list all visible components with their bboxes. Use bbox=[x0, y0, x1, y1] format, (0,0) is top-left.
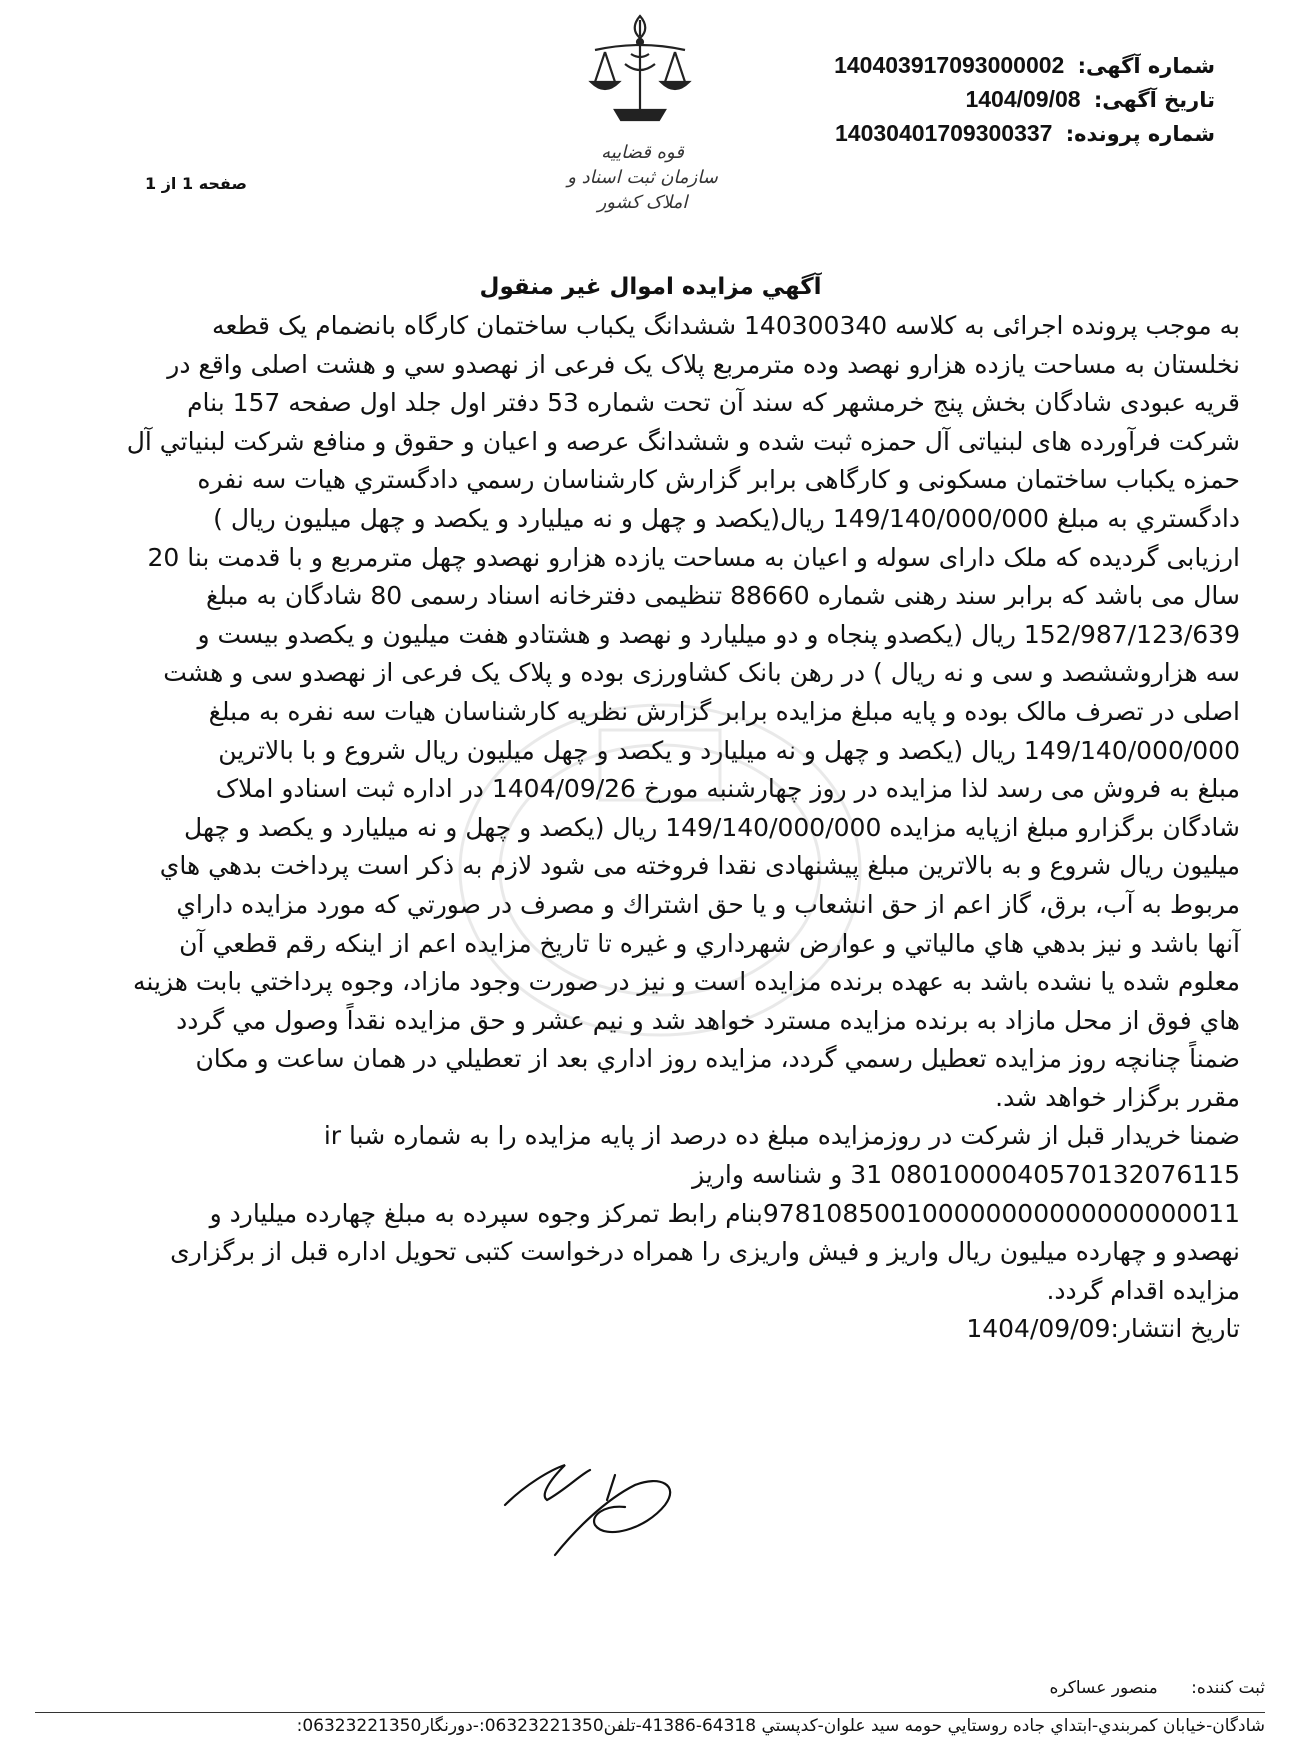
ad-number-label: شماره آگهی: bbox=[1077, 54, 1215, 78]
page-indicator: صفحه 1 از 1 bbox=[145, 174, 247, 193]
body-paragraph-1-line: حمزه یکباب ساختمان مسکونی و کارگاهی برابر گزارش کارشناسان رسمي دادگستري هيات سه نفره bbox=[197, 465, 1240, 495]
notice-title: آگهي مزايده اموال غير منقول bbox=[479, 274, 822, 300]
publication-date-label: تاریخ انتشار: bbox=[1110, 1314, 1240, 1344]
body-paragraph-1-line: به موجب پرونده اجرائی به کلاسه 140300340 ششدانگ یکباب ساختمان کارگاه بانضمام یک قطعه bbox=[212, 311, 1240, 340]
office-address: شادگان-خيابان كمربندي-ابتداي جاده روستايي حومه سيد علوان-كدپستي 64318-41386-تلفن06323221350:-دورنگار06323221350: bbox=[296, 1716, 1265, 1736]
body-paragraph-1-line: مقرر برگزار خواهد شد. bbox=[995, 1082, 1240, 1112]
ad-date-row bbox=[815, 86, 1215, 113]
registrar-name: منصور عساكره bbox=[1049, 1678, 1158, 1698]
body-paragraph-2-line: نهصدو و چهارده میلیون ریال واریز و فیش واریزی را همراه درخواست کتبی تحویل اداره قبل از برگزاری bbox=[170, 1237, 1240, 1267]
body-paragraph-1-line: شرکت فرآورده های لبنیاتی آل حمزه ثبت شده و ششدانگ عرصه و اعیان و حقوق و منافع شرکت لبنياتي آل bbox=[126, 426, 1240, 456]
body-paragraph-1-line: مبلغ به فروش می رسد لذا مزایده در روز چهارشنبه مورخ 1404/09/26 در اداره ثبت اسنادو املاک bbox=[215, 774, 1240, 804]
emblem-caption-line-2: سازمان ثبت اسناد و املاک کشور bbox=[567, 167, 718, 214]
ad-number-value: 140403917093000002 bbox=[834, 52, 1065, 78]
body-paragraph-1-line: آنها باشد و نيز بدهي هاي مالياتي و عوارض شهرداري و غيره تا تاريخ مزايده اعم از اينكه رقم قطعي آن bbox=[179, 928, 1240, 958]
body-paragraph-1-line: قریه عبودی شادگان بخش پنج خرمشهر که سند آن تحت شماره 53 دفتر اول جلد اول صفحه 157 بنام bbox=[187, 388, 1240, 418]
ad-date-label: تاریخ آگهی: bbox=[1093, 88, 1215, 112]
body-paragraph-1-line: ضمناً چنانچه روز مزايده تعطيل رسمي گردد، مزايده روز اداري بعد از تعطيلي در همان ساعت و مكان bbox=[195, 1044, 1240, 1074]
body-paragraph-1-line: هاي فوق از محل مازاد به برنده مزايده مسترد خواهد شد و نيم عشر و حق مزايده نقداً وصول مي گردد bbox=[176, 1005, 1240, 1035]
ad-number-row bbox=[815, 52, 1215, 79]
file-number-label: شماره پرونده: bbox=[1065, 122, 1215, 146]
body-paragraph-1-line: اصلی در تصرف مالک بوده و پایه مبلغ مزایده برابر گزارش نظریه کارشناسان هیات سه نفره به مبلغ bbox=[208, 696, 1240, 726]
emblem-caption bbox=[555, 140, 730, 216]
body-paragraph-1-line: 152/987/123/639 ریال (یکصدو پنجاه و دو میلیارد و نهصد و هشتادو هفت میلیون و یکصدو بیست و bbox=[197, 619, 1240, 649]
publication-date-row bbox=[10, 1310, 1240, 1349]
body-paragraph-2-line: 0801000040570132076115 31 و شناسه واريز bbox=[692, 1160, 1240, 1190]
body-paragraph-1-line: سه هزاروششصد و سی و نه ریال ) در رهن بانک کشاورزی بوده و پلاک یک فرعی از نهصدو سی و هشت bbox=[163, 658, 1240, 688]
registrar-row bbox=[1049, 1678, 1265, 1698]
file-number-value: 14030401709300337 bbox=[834, 120, 1053, 146]
body-paragraph-2-line: مزایده اقدام گردد. bbox=[1046, 1275, 1240, 1305]
body-paragraph-1-line: شادگان برگزارو مبلغ ازپايه مزايده 149/140/000/000 ريال (یکصد و چهل و نه میلیارد و یکصد و چهل bbox=[184, 812, 1240, 842]
signature-icon bbox=[495, 1445, 695, 1565]
file-number-row bbox=[815, 120, 1215, 147]
registrar-label: ثبت کننده: bbox=[1191, 1678, 1265, 1698]
judiciary-emblem-icon bbox=[585, 10, 695, 132]
body-paragraph-1-line: میلیون ریال شروع و به بالاترین مبلغ پیشنهادی نقدا فروخته می شود لازم به ذکر است پرداخت بدهي هاي bbox=[159, 851, 1240, 881]
body-paragraph-1-line: 149/140/000/000 ریال (یکصد و چهل و نه میلیارد و یکصد و چهل میلیون ریال شروع و با بالاترین bbox=[218, 735, 1240, 765]
body-paragraph-1 bbox=[10, 307, 1240, 1117]
body-paragraph-2 bbox=[10, 1117, 1240, 1310]
body-paragraph-1-line: مربوط به آب، برق، گاز اعم از حق انشعاب و يا حق اشتراك و مصرف در صورتي كه مورد مزايده داراي bbox=[176, 889, 1240, 919]
body-paragraph-2-line: ضمنا خریدار قبل از شرکت در روزمزایده مبلغ ده درصد از پایه مزایده را به شماره شبا ir bbox=[323, 1121, 1240, 1151]
body-paragraph-1-line: دادگستري به مبلغ 149/140/000/000 ريال(یکصد و چهل و نه میلیارد و یکصد و چهل میلیون ریال ) bbox=[213, 503, 1240, 533]
ad-date-value: 1404/09/08 bbox=[965, 86, 1081, 112]
body-paragraph-1-line: معلوم شده يا نشده باشد به عهده برنده مزايده است و نيز در صورت وجود مازاد، وجوه پرداختي بابت هزينه bbox=[133, 967, 1240, 997]
body-paragraph-1-line: ارزیابی گردیده که ملک دارای سوله و اعیان به مساحت یازده هزارو نهصدو چهل مترمربع و با قدمت بنا 20 bbox=[147, 542, 1240, 572]
footer-divider bbox=[35, 1712, 1265, 1713]
emblem-caption-line-1: قوه قضاییه bbox=[601, 142, 684, 163]
publication-date-value: 1404/09/09 bbox=[966, 1314, 1111, 1344]
body-paragraph-2-line: 978108500100000000000000000011بنام رابط تمرکز وجوه سپرده به مبلغ چهارده میلیارد و bbox=[209, 1198, 1240, 1228]
body-paragraph-1-line: سال می باشد که برابر سند رهنی شماره 88660 تنظیمی دفترخانه اسناد رسمی 80 شادگان به مبلغ bbox=[206, 581, 1240, 611]
body-paragraph-1-line: نخلستان به مساحت یازده هزارو نهصد وده مترمربع پلاک یک فرعی از نهصدو سي و هشت اصلی واقع در bbox=[167, 349, 1240, 379]
notice-body bbox=[10, 307, 1240, 1349]
